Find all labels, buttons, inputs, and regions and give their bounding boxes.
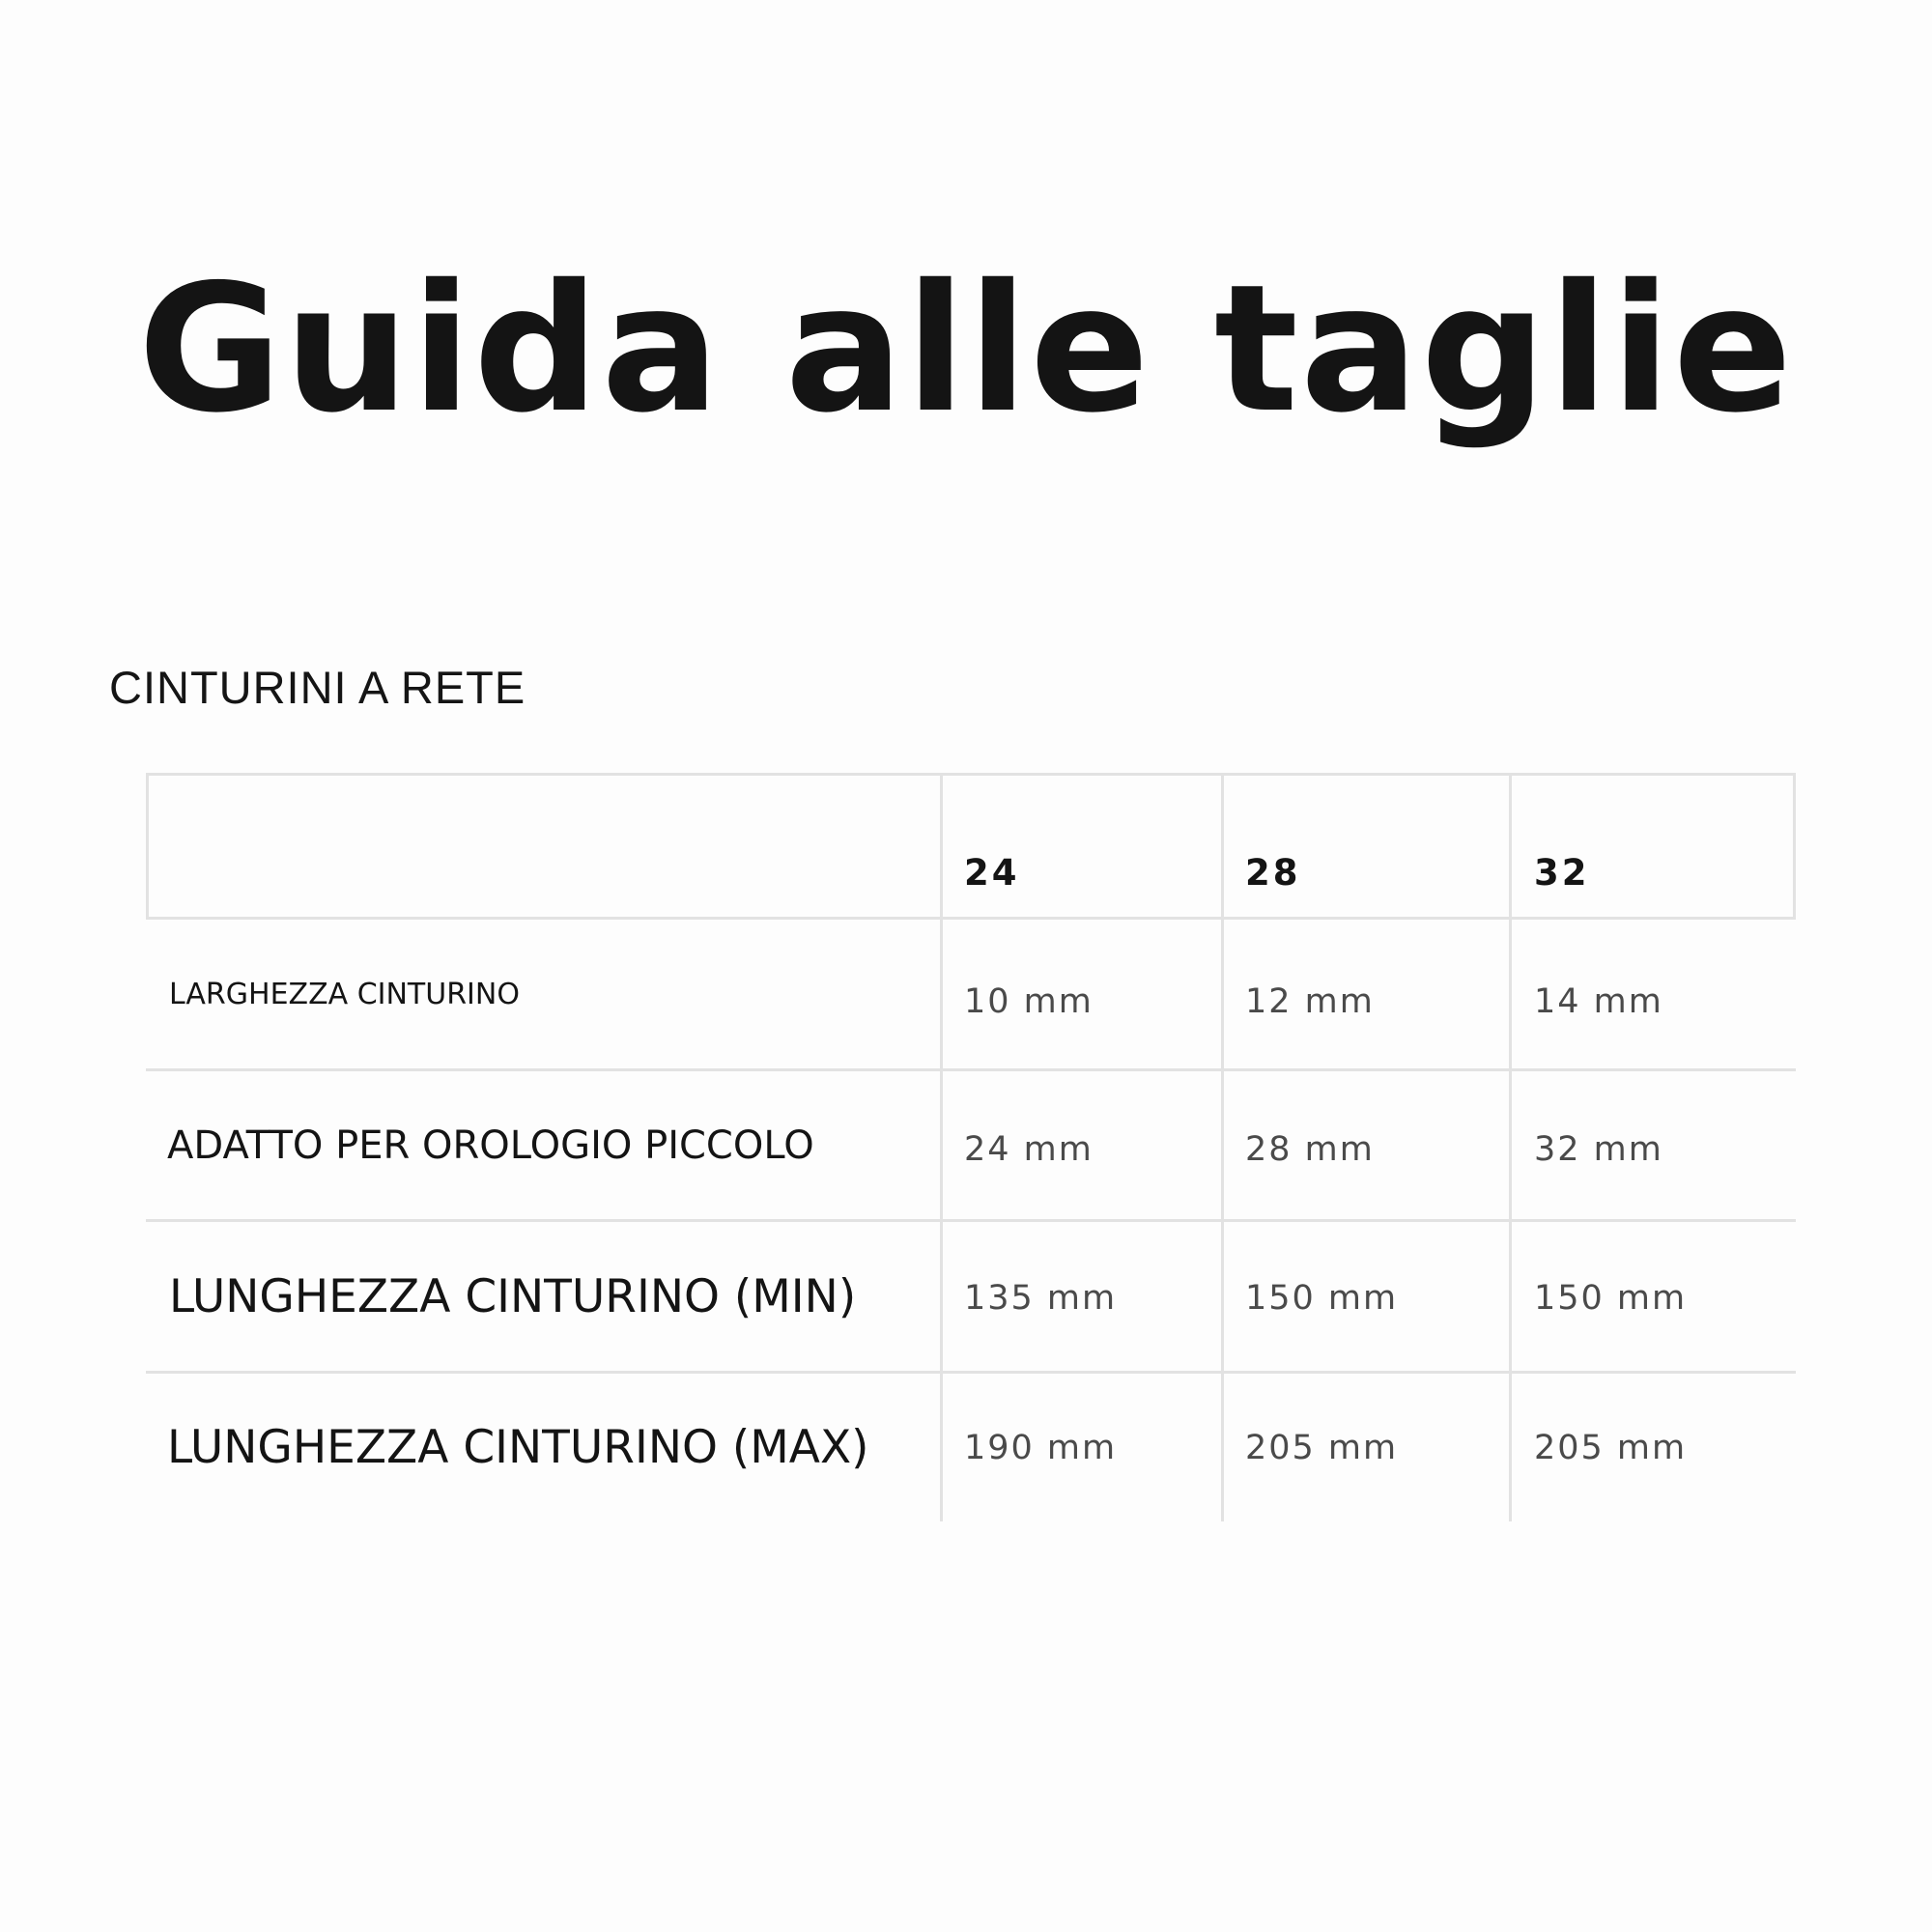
table-cell: 32 mm (1534, 1129, 1663, 1169)
table-cell: 205 mm (1245, 1428, 1399, 1467)
table-border-top (146, 773, 1796, 776)
table-cell: 150 mm (1245, 1279, 1399, 1318)
table-cell: 10 mm (964, 982, 1094, 1021)
size-table (146, 773, 1796, 1521)
row-label-adatto: ADATTO PER OROLOGIO PICCOLO (167, 1122, 814, 1168)
table-header-size-28: 28 (1245, 851, 1301, 894)
table-column-divider-1 (940, 773, 943, 1521)
table-cell: 14 mm (1534, 982, 1663, 1021)
table-border-right (1793, 773, 1796, 920)
table-header-size-24: 24 (964, 851, 1020, 894)
table-cell: 135 mm (964, 1279, 1118, 1318)
table-cell: 28 mm (1245, 1129, 1375, 1169)
page-title: Guida alle taglie (137, 246, 1795, 451)
row-label-larghezza: LARGHEZZA CINTURINO (169, 977, 520, 1011)
table-cell: 190 mm (964, 1428, 1118, 1467)
table-border-left (146, 773, 149, 920)
table-column-divider-2 (1221, 773, 1224, 1521)
row-label-lunghezza-max: LUNGHEZZA CINTURINO (MAX) (167, 1421, 869, 1474)
table-column-divider-3 (1509, 773, 1512, 1521)
table-cell: 12 mm (1245, 982, 1375, 1021)
table-header-size-32: 32 (1534, 851, 1590, 894)
row-label-lunghezza-min: LUNGHEZZA CINTURINO (MIN) (169, 1269, 857, 1323)
table-cell: 150 mm (1534, 1279, 1688, 1318)
table-cell: 24 mm (964, 1129, 1094, 1169)
table-cell: 205 mm (1534, 1428, 1688, 1467)
section-label: CINTURINI A RETE (109, 662, 526, 713)
